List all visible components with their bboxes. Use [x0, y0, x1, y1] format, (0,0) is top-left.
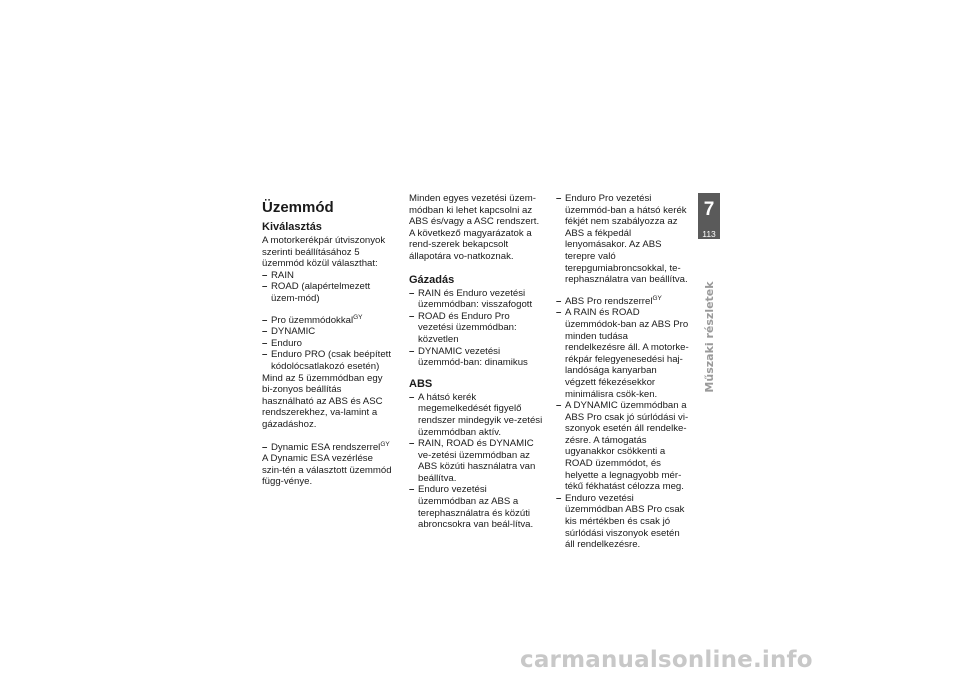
intro-paragraph: Minden egyes vezetési üzem-módban ki lehet kapcsolni az ABS és/vagy a ASC rendszert. A következő magyarázatok a rend-szerek bekapcsolt állapotára vo-natkoznak.: [409, 193, 540, 262]
section-label-text: Műszaki részletek: [702, 281, 716, 393]
watermark: carmanualsonline.info: [520, 647, 813, 673]
section-heading-throttle: Gázadás: [409, 273, 455, 286]
throttle-list: [409, 288, 543, 369]
column-3: [556, 193, 690, 551]
abs-pro-list: [556, 296, 690, 551]
list-item: – A hátsó kerék megemelkedését figyelő rendszer mindegyik ve-zetési üzemmódban aktív.: [409, 392, 543, 438]
page-heading: Üzemmód: [262, 199, 334, 216]
esa-list: [262, 442, 392, 454]
option-marker: GY: [380, 440, 390, 448]
chapter-badge: [698, 193, 720, 239]
option-marker: GY: [353, 313, 363, 321]
list-item: – Enduro PRO (csak beépített kódolócsatlakozó esetén): [262, 349, 392, 372]
column-2: [409, 193, 543, 531]
section-heading-abs: ABS: [409, 377, 433, 390]
list-item: – ROAD és Enduro Pro vezetési üzemmódban: közvetlen: [409, 311, 543, 346]
abs-pro-label: – ABS Pro rendszerrel$^{GY}$: [556, 296, 690, 308]
pro-modes-label: – Pro üzemmódokkal$^{GY}$: [262, 315, 392, 327]
list-item: – Enduro vezetési üzemmódban az ABS a terephasználatra és közúti abroncsokra van beál-lítva.: [409, 484, 543, 530]
option-marker: GY: [652, 294, 662, 302]
chapter-number: 7: [703, 199, 715, 220]
page-number: 113: [702, 229, 716, 239]
settings-paragraph: Mind az 5 üzemmódban egy bi-zonyos beállítás használható az ABS és ASC rendszerekhez, va-lamint a gázadáshoz.: [262, 372, 383, 430]
list-item: – RAIN és Enduro vezetési üzemmódban: visszafogott: [409, 288, 543, 311]
list-item: – RAIN, ROAD és DYNAMIC ve-zetési üzemmódban az ABS közúti használatra van beállítva.: [409, 438, 543, 484]
list-item: – RAIN: [262, 270, 392, 282]
list-item: – DYNAMIC vezetési üzemmód-ban: dinamikus: [409, 346, 543, 369]
esa-paragraph: A Dynamic ESA vezérlése szin-tén a választott üzemmód függ-vénye.: [262, 453, 392, 488]
list-item: – Enduro vezetési üzemmódban ABS Pro csak kis mértékben és csak jó súrlódási viszonyok esetén áll rendelkezésre.: [556, 493, 690, 551]
list-item: – Enduro Pro vezetési üzemmód-ban a hátsó kerék fékjét nem szabályozza az ABS a fékpedál lenyomásakor. Az ABS terepre való terepgumiabroncsokkal, te-rephasználatra van beállítva.: [556, 193, 690, 286]
list-item: – A RAIN és ROAD üzemmódok-ban az ABS Pro minden tudása rendelkezésre áll. A motorke-rékpár felegyenesedési haj-landósága kanyarban végzett fékezésekkor minimálisra csök-ken.: [556, 307, 690, 400]
intro-paragraph: A motorkerékpár útviszonyok szerinti beállításához 5 üzemmód közül választhat:: [262, 235, 386, 270]
abs-continued-list: [556, 193, 690, 286]
section-heading-selection: Kiválasztás: [262, 221, 322, 233]
mode-list: [262, 270, 392, 305]
list-item: – Enduro: [262, 338, 392, 350]
list-item: – A DYNAMIC üzemmódban a ABS Pro csak jó súrlódási vi-szonyok esetén áll rendelke-zésre. A támogatás ugyanakkor csökkenti a ROAD üzemmódot, és helyette a legnagyobb mér-tékű fékhatást célozza meg.: [556, 400, 690, 493]
section-side-label: [702, 281, 716, 393]
pro-mode-list: [262, 315, 392, 373]
abs-list: [409, 392, 543, 531]
esa-label: – Dynamic ESA rendszerrel$^{GY}$: [262, 442, 392, 454]
list-item: – ROAD (alapértelmezett üzem-mód): [262, 281, 392, 304]
list-item: – DYNAMIC: [262, 326, 392, 338]
column-1: [262, 193, 392, 488]
